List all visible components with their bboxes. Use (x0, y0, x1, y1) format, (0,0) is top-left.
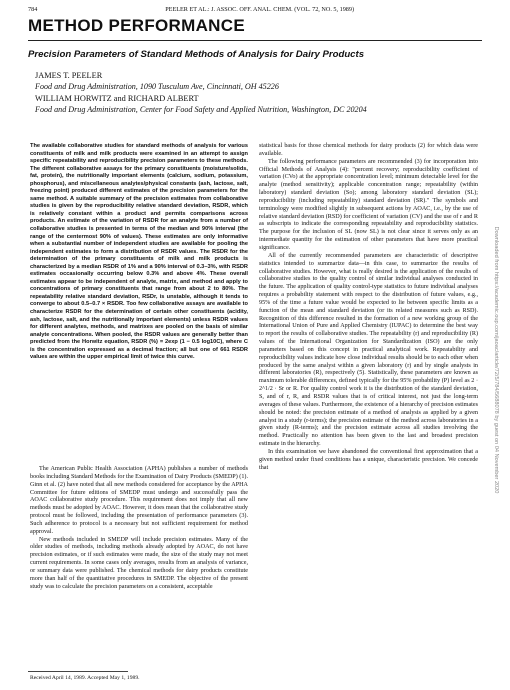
running-header (28, 6, 482, 13)
footnote: Received April 14, 1989. Accepted May 1, 1989. (30, 675, 140, 681)
running-head: PEELER ET AL.: J. ASSOC. OFF. ANAL. CHEM. (VOL. 72, NO. 5, 1989) (165, 6, 355, 13)
section-rule (28, 40, 482, 41)
page-number: 784 (28, 6, 38, 13)
download-watermark (491, 100, 501, 620)
body-paragraph: The American Public Health Association (APHA) publishes a number of methods books including Standard Methods for the Examination of Dairy Products (SMEDP) (1). Ginn et al. (2) have noted that all new methods considered for acceptance by the APHA Committee for future editions of SMEDP must undergo and successfully pass the AOAC collaborative study procedure. This requirement does not imply that all new methods must be adopted by AOAC. However, it does mean that the collaborative study protocol must be followed, including the presentation of performance parameters (3). Such adherence to protocol is a necessary but not sufficient requirement for method approval. (30, 466, 248, 535)
body-paragraph: statistical basis for those chemical methods for dairy products (2) for which data were available. (259, 143, 478, 157)
article-title: Precision Parameters of Standard Methods of Analysis for Dairy Products (28, 49, 365, 60)
body-paragraph: The following performance parameters are recommended (3) for incorporation into Official Methods of Analysis (4): "percent recovery; reproducibility coefficient of variation (CVo) at the appropriate concentration level; minimum detectable level for the analyte (method sensitivity); applicable concentration range; repeatability (within laboratory) standard deviation (So); among laboratory standard deviation (SL); reproducibility (including repeatability) standard deviation (SR)." The symbols and terminology were modified slightly in subsequent actions by AOAC, i.e., by the use of relative standard deviation (RSD) for coefficient of variation (CV) and the use of r and R as subscripts to indicate the corresponding repeatability and reproducibility statistics. The purpose for the inclusion of SL (now SL) is not clear since it serves only as an intermediate quantity for the estimation of other parameters that have more practical significance. (259, 158, 478, 251)
abstract: The available collaborative studies for standard methods of analysis for various constituents of milk and milk products were examined in an attempt to assign specific repeatability and reproducibility precision parameters to these methods. The different collaborative assays for the primary constituents (moisture/solids, fat, protein), the nutritionally important elements (calcium, sodium, potassium, phosphorus), and miscellaneous analytes/physical constants (ash, lactose, salt, freezing point) produced different estimates of the precision parameters for the same method. A suitable summary of the precision estimates from collaborative studies is given by the reproducibility relative standard deviation, RSDR, which is relatively constant within a product and permits comparisons across products. An estimate of the variation of RSDR for an analyte from a number of collaborative studies is presented in terms of the median and 90% interval (the range of the centermost 90% of values). These estimates are only informative when a substantial number of independent studies are available for pooling the independent estimates to form a distribution of RSDR values. The RSDR for the determination of the primary constituents of milk and milk products is characterized by a median RSDR of 1% and a 90% interval of 0.3–3%, with RSDR estimates occasionally occurring below 0.3% and above 4%. These overall estimates appear to be independent of analyte, matrix, and method and apply to concentrations of primary constituents that range from about 2 to 80%. The repeatability relative standard deviation, RSDr, is unstable, although it tends to converge to about 0.5–0.7 × RSDR. Too few collaborative assays are available to characterize RSDR for the determination of certain other constituents (acidity, ash, lactose, salt, and the nutritionally important elements) unless RSDR values for different analytes, methods, and matrixes are pooled on the basis of similar analyte concentrations. When pooled, the RSDR values are generally better than predicted from the Horwitz equation, RSDR (%) = 2exp (1 − 0.5 log10C), where C is the concentration expressed as a decimal fraction; all but one of 661 RSDR values are within the upper empirical limit of twice this curve. (30, 143, 248, 361)
footnote-rule (28, 671, 128, 672)
author-line-2: WILLIAM HORWITZ and RICHARD ALBERT (35, 94, 199, 103)
affiliation-line-2: Food and Drug Administration, Center for Food Safety and Applied Nutrition, Washington, DC 20204 (35, 105, 367, 114)
author-line-1: JAMES T. PEELER (35, 71, 103, 80)
body-paragraph: New methods included in SMEDP will include precision estimates. Many of the older studies of methods, including methods already adopted by AOAC, do not have precision estimates, or if such estimates were made, the size of the study may not meet current requirements. In some cases only averages, results from an analysis of variance, or summary data were published. The chemical methods for dairy products constitute more than half of the quantitative procedures in SMEDP. The objective of the present study was to calculate the precision parameters on a consistent, acceptable (30, 536, 248, 590)
section-label: METHOD PERFORMANCE (28, 16, 245, 35)
affiliation-line-1: Food and Drug Administration, 1090 Tusculum Ave, Cincinnati, OH 45226 (35, 82, 279, 91)
download-watermark-text: Downloaded from https://academic.oup.com/jaoac/article/72/5/784/5688078 by guest on 04 November 2020 (493, 226, 499, 494)
left-column-body (30, 466, 248, 592)
body-paragraph: All of the currently recommended parameters are characteristic of descriptive statistics intended to summarize data—in this case, to summarize the results of collaborative studies. However, what is really desired is the application of the results of collaborative studies to the quality control of similar individual analyses conducted in the future. The application of quality control-type statistics to future individual analyses requires a probability statement with respect to the distribution of future values, e.g., 95% of the time a future value would be expected to lie between specific limits as a function of the mean and standard deviation (or its related measures such as RSD). Recognition of this difference resulted in the formation of a new working group of the International Union of Pure and Applied Chemistry (IUPAC) to determine the best way to report the results of collaborative studies. The repeatability (r) and reproducibility (R) values of the International Organization for Standardization (ISO) are the only parameters based on this concept in practical analytical work. Repeatability and reproducibility values indicate how close individual results should be to each other when produced by the same analyst within a given laboratory (r) and by single analysts in different laboratories (R), respectively (5). Statistically, these parameters are known as maximum tolerable differences, defined typically for the 95% probability (P) level as 2 · 2^1/2 · Sr or R. For quality control work it is the distribution of the standard deviation, S, and of r, R, and RSDR values that is of critical interest, not just the long-term averages of these values. Furthermore, the existence of a hierarchy of precision estimates should be noted: the precision estimate of a method of analysis as applied by a given analyst in a study (r-terms); the precision estimate of the method across laboratories in a given study (R-terms); and the precision estimate across all studies involving the method. Practically no attention has been given to the last and broadest precision estimate in the hierarchy. (259, 252, 478, 448)
body-paragraph: In this examination we have abandoned the conventional first approximation that a given method under fixed conditions has a unique, characteristic precision. We concede that (259, 448, 478, 471)
right-column-body (259, 143, 478, 472)
